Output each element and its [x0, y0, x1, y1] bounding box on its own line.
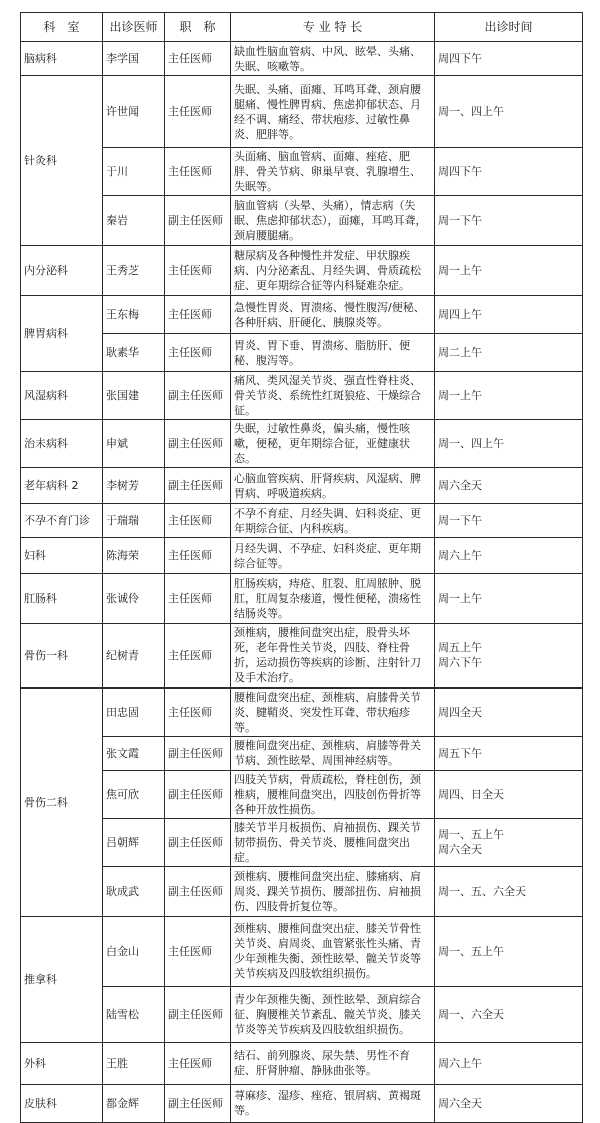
schedule-time-cell	[435, 334, 583, 372]
table-row	[21, 624, 583, 688]
specialty-cell: 不孕不育症、月经失调、妇科炎症、更年期综合征、内科疾病。	[231, 504, 435, 538]
department-cell: 内分泌科	[21, 246, 103, 296]
schedule-time-cell	[435, 538, 583, 574]
specialty-cell: 糖尿病及各种慢性并发症、甲状腺疾病、内分泌紊乱、月经失调、骨质疏松症、更年期综合征等内科疑难杂症。	[231, 246, 435, 296]
doctor-cell: 张国建	[103, 372, 165, 420]
schedule-time-cell	[435, 372, 583, 420]
header-title: 职 称	[165, 13, 231, 42]
specialty-cell: 痛风、类风湿关节炎、强直性脊柱炎、骨关节炎、系统性红斑狼疮、干燥综合征。	[231, 372, 435, 420]
schedule-time-line: 周六全天	[438, 1096, 482, 1110]
schedule-time-cell	[435, 770, 583, 818]
schedule-time-line: 周一、六全天	[438, 1007, 504, 1021]
title-cell: 主任医师	[165, 504, 231, 538]
department-cell: 推拿科	[21, 916, 103, 1042]
title-cell: 副主任医师	[165, 866, 231, 916]
department-cell: 皮肤科	[21, 1084, 103, 1122]
header-row	[21, 13, 583, 42]
title-cell: 主任医师	[165, 624, 231, 688]
schedule-time-cell	[435, 624, 583, 688]
specialty-cell: 腰椎间盘突出症、颈椎病、肩膝等骨关节病、颈性眩晕、周围神经病等。	[231, 736, 435, 770]
department-cell: 老年病科 2	[21, 468, 103, 504]
schedule-time-line: 周四下午	[438, 52, 482, 65]
department-cell: 骨伤二科	[21, 688, 103, 917]
title-cell: 副主任医师	[165, 736, 231, 770]
doctor-cell: 王东梅	[103, 296, 165, 334]
title-cell: 主任医师	[165, 916, 231, 986]
department-cell: 脑病科	[21, 42, 103, 76]
schedule-time-line: 周四下午	[438, 165, 482, 178]
specialty-cell: 荨麻疹、湿疹、痤疮、银屑病、黄褐斑等。	[231, 1084, 435, 1122]
schedule-time-line: 周六上午	[438, 1056, 482, 1070]
table-row	[21, 736, 583, 770]
schedule-time-cell	[435, 736, 583, 770]
department-cell: 针灸科	[21, 76, 103, 246]
specialty-cell: 腰椎间盘突出症、颈椎病、肩膝骨关节炎、腱鞘炎、突发性耳聋、带状疱疹等。	[231, 688, 435, 737]
schedule-time-line: 周六下午	[438, 656, 482, 670]
title-cell: 主任医师	[165, 76, 231, 148]
doctor-cell: 焦可欣	[103, 770, 165, 818]
title-cell: 副主任医师	[165, 468, 231, 504]
doctor-cell: 于川	[103, 148, 165, 196]
schedule-time-line: 周六全天	[438, 843, 482, 856]
table-row	[21, 246, 583, 296]
schedule-time-cell	[435, 76, 583, 148]
doctor-cell: 白金山	[103, 916, 165, 986]
table-row	[21, 688, 583, 737]
specialty-cell: 青少年颈椎失衡、颈性眩晕、颈肩综合征、胸腰椎关节紊乱、髋关节炎、膝关节炎等关节疾病及四肢软组织损伤。	[231, 986, 435, 1042]
schedule-time-line: 周一上午	[438, 264, 482, 277]
doctor-cell: 都金辉	[103, 1084, 165, 1122]
doctor-cell: 王秀芝	[103, 246, 165, 296]
title-cell: 副主任医师	[165, 372, 231, 420]
specialty-cell: 缺血性脑血管病、中风、眩晕、头痛、失眠、咳嗽等。	[231, 42, 435, 76]
schedule-time-line: 周五下午	[438, 746, 482, 760]
table-row	[21, 148, 583, 196]
table-row	[21, 372, 583, 420]
title-cell: 主任医师	[165, 688, 231, 737]
doctor-cell: 李学国	[103, 42, 165, 76]
schedule-time-line: 周二上午	[438, 346, 482, 359]
schedule-time-line: 周一下午	[438, 214, 482, 227]
schedule-time-cell	[435, 1084, 583, 1122]
specialty-cell: 肛肠疾病，痔疮、肛裂、肛周脓肿、脱肛，肛周复杂瘘道，慢性便秘，溃疡性结肠炎等。	[231, 574, 435, 624]
specialty-cell: 胃炎、胃下垂、胃溃疡、脂肪肝、便秘、腹泻等。	[231, 334, 435, 372]
header-specialty: 专 业 特 长	[231, 13, 435, 42]
title-cell: 主任医师	[165, 334, 231, 372]
table-row	[21, 1042, 583, 1084]
specialty-cell: 结石、前列腺炎、尿失禁、男性不育症、肝肾肿瘤、静脉曲张等。	[231, 1042, 435, 1084]
table-row	[21, 770, 583, 818]
schedule-time-line: 周一、五上午	[438, 828, 504, 841]
table-row	[21, 196, 583, 246]
header-dept: 科 室	[21, 13, 103, 42]
doctor-cell: 陆雪松	[103, 986, 165, 1042]
doctor-cell: 耿素华	[103, 334, 165, 372]
title-cell: 主任医师	[165, 246, 231, 296]
title-cell: 副主任医师	[165, 1084, 231, 1122]
specialty-cell: 颈椎病、腰椎间盘突出症、膝关节骨性关节炎、肩周炎、血管紧张性头痛、青少年颈椎失衡、颈性眩晕、髋关节炎等关节疾病及四肢软组织损伤。	[231, 916, 435, 986]
schedule-time-cell	[435, 688, 583, 737]
doctor-cell: 于瑞瑞	[103, 504, 165, 538]
table-row	[21, 334, 583, 372]
department-cell: 肛肠科	[21, 574, 103, 624]
schedule-time-cell	[435, 468, 583, 504]
header-doctor: 出诊医师	[103, 13, 165, 42]
specialty-cell: 脑血管病（头晕、头痛），情志病（失眠、焦虑抑郁状态），面瘫，耳鸣耳聋，颈肩腰腿痛。	[231, 196, 435, 246]
doctor-cell: 秦岩	[103, 196, 165, 246]
title-cell: 主任医师	[165, 296, 231, 334]
specialty-cell: 失眠、头痛、面瘫、耳鸣耳聋、颈肩腰腿痛、慢性脾胃病、焦虑抑郁状态、月经不调、痛经、带状疱疹、过敏性鼻炎、肥胖等。	[231, 76, 435, 148]
header-time: 出诊时间	[435, 13, 583, 42]
specialty-cell: 四肢关节病，骨质疏松，脊柱创伤，颈椎病，腰椎间盘突出，四肢创伤骨折等各种开放性损伤。	[231, 770, 435, 818]
schedule-time-cell	[435, 1042, 583, 1084]
specialty-cell: 颈椎病，腰椎间盘突出症，股骨头坏死，老年骨性关节炎，四肢、脊柱骨折，运动损伤等疾病的诊断、注射针刀及手术治疗。	[231, 624, 435, 688]
schedule-time-line: 周一、五上午	[438, 944, 504, 958]
table-row	[21, 42, 583, 76]
table-row	[21, 866, 583, 916]
doctor-cell: 耿成武	[103, 866, 165, 916]
schedule-time-cell	[435, 246, 583, 296]
doctor-cell: 陈海荣	[103, 538, 165, 574]
title-cell: 主任医师	[165, 148, 231, 196]
schedule-time-cell	[435, 866, 583, 916]
schedule-time-line: 周四上午	[438, 308, 482, 321]
department-cell: 外科	[21, 1042, 103, 1084]
title-cell: 副主任医师	[165, 770, 231, 818]
doctor-cell: 申斌	[103, 420, 165, 468]
schedule-time-cell	[435, 504, 583, 538]
title-cell: 主任医师	[165, 42, 231, 76]
table-row	[21, 76, 583, 148]
schedule-time-line: 周五上午	[438, 641, 482, 655]
department-cell: 脾胃病科	[21, 296, 103, 372]
schedule-time-line: 周一上午	[438, 592, 482, 605]
table-row	[21, 818, 583, 866]
schedule-time-line: 周一上午	[438, 389, 482, 402]
table-row	[21, 504, 583, 538]
table-row	[21, 468, 583, 504]
schedule-time-cell	[435, 196, 583, 246]
schedule-time-cell	[435, 148, 583, 196]
schedule-time-cell	[435, 574, 583, 624]
schedule-time-line: 周四全天	[438, 705, 482, 719]
specialty-cell: 急慢性胃炎、胃溃疡、慢性腹泻/便秘、各种肝病、肝硬化、胰腺炎等。	[231, 296, 435, 334]
title-cell: 副主任医师	[165, 986, 231, 1042]
schedule-time-cell	[435, 420, 583, 468]
table-row	[21, 296, 583, 334]
clinic-schedule-table	[20, 12, 583, 1123]
doctor-cell: 张文霞	[103, 736, 165, 770]
schedule-time-cell	[435, 916, 583, 986]
schedule-time-line: 周六上午	[438, 549, 482, 562]
title-cell: 副主任医师	[165, 818, 231, 866]
schedule-body	[21, 42, 583, 1123]
department-cell: 风湿病科	[21, 372, 103, 420]
department-cell: 不孕不育门诊	[21, 504, 103, 538]
table-row	[21, 1084, 583, 1122]
title-cell: 主任医师	[165, 538, 231, 574]
schedule-time-line: 周一、五、六全天	[438, 884, 526, 898]
title-cell: 副主任医师	[165, 420, 231, 468]
table-row	[21, 538, 583, 574]
table-row	[21, 916, 583, 986]
schedule-time-line: 周一、四上午	[438, 437, 504, 450]
doctor-cell: 许世闻	[103, 76, 165, 148]
schedule-time-line: 周一下午	[438, 514, 482, 527]
schedule-time-line: 周四、日全天	[438, 787, 504, 801]
schedule-time-cell	[435, 986, 583, 1042]
schedule-time-line: 周一、四上午	[438, 105, 504, 118]
title-cell: 主任医师	[165, 1042, 231, 1084]
table-row	[21, 986, 583, 1042]
schedule-time-cell	[435, 818, 583, 866]
schedule-time-line: 周六全天	[438, 479, 482, 492]
specialty-cell: 心脑血管疾病、肝肾疾病、风湿病、脾胃病、呼吸道疾病。	[231, 468, 435, 504]
table-row	[21, 574, 583, 624]
specialty-cell: 失眠，过敏性鼻炎，偏头痛，慢性咳嗽，便秘，更年期综合征，亚健康状态。	[231, 420, 435, 468]
doctor-cell: 田忠固	[103, 688, 165, 737]
doctor-cell: 吕朝辉	[103, 818, 165, 866]
department-cell: 治未病科	[21, 420, 103, 468]
doctor-cell: 李树芳	[103, 468, 165, 504]
specialty-cell: 颈椎病、腰椎间盘突出症、膝痛病、肩周炎、踝关节损伤、腰部扭伤、肩袖损伤、四肢骨折复位等。	[231, 866, 435, 916]
schedule-time-cell	[435, 296, 583, 334]
specialty-cell: 月经失调、不孕症、妇科炎症、更年期综合征等。	[231, 538, 435, 574]
doctor-cell: 张诚伶	[103, 574, 165, 624]
specialty-cell: 膝关节半月板损伤、肩袖损伤、踝关节韧带损伤、骨关节炎、腰椎间盘突出症。	[231, 818, 435, 866]
doctor-cell: 纪树青	[103, 624, 165, 688]
specialty-cell: 头面痛、脑血管病、面瘫、痤疮、肥胖、骨关节病、卵巢早衰、乳腺增生、失眠等。	[231, 148, 435, 196]
department-cell: 妇科	[21, 538, 103, 574]
title-cell: 主任医师	[165, 574, 231, 624]
schedule-time-cell	[435, 42, 583, 76]
department-cell: 骨伤一科	[21, 624, 103, 688]
doctor-cell: 王胜	[103, 1042, 165, 1084]
title-cell: 副主任医师	[165, 196, 231, 246]
table-row	[21, 420, 583, 468]
